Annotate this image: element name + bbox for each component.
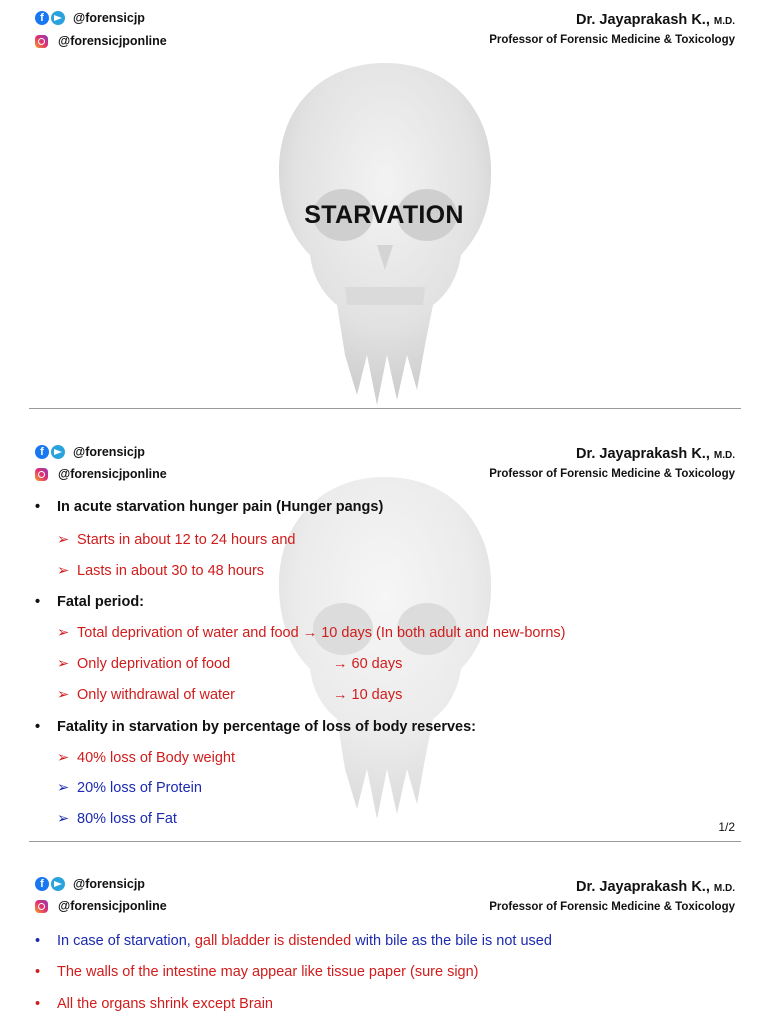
- instagram-handle: @forensicjponline: [58, 899, 167, 913]
- author-name: Dr. Jayaprakash K., M.D.: [576, 879, 735, 895]
- instagram-handle: @forensicjponline: [58, 467, 167, 481]
- social-handle: @forensicjp: [73, 445, 145, 459]
- instagram-handle-row: [35, 899, 167, 913]
- author-block: [489, 446, 735, 480]
- author-name: Dr. Jayaprakash K., M.D.: [576, 446, 735, 462]
- author-name: Dr. Jayaprakash K., M.D.: [576, 12, 735, 28]
- sub-item: ➢ Only withdrawal of water → 10 days: [57, 687, 403, 703]
- social-handle: @forensicjp: [73, 877, 145, 891]
- sub-item: ➢ Starts in about 12 to 24 hours and: [57, 532, 296, 548]
- author-title: Professor of Forensic Medicine & Toxicology: [489, 901, 735, 913]
- content-slide-2: [0, 842, 768, 1024]
- instagram-handle: @forensicjponline: [58, 34, 167, 48]
- bullet-intestine-walls: • The walls of the intestine may appear like tissue paper (sure sign): [35, 964, 479, 980]
- bullet-gall-bladder: • In case of starvation, gall bladder is distended with bile as the bile is not used: [35, 933, 552, 949]
- social-handle: @forensicjp: [73, 11, 145, 25]
- slide-header: [0, 0, 768, 60]
- skull-watermark-image: [265, 469, 505, 829]
- instagram-icon: [35, 468, 48, 481]
- facebook-icon: f: [35, 11, 49, 25]
- bullet-organs-shrink: • All the organs shrink except Brain: [35, 996, 273, 1012]
- instagram-icon: [35, 35, 48, 48]
- skull-watermark-image: [265, 55, 505, 408]
- slide-header: [0, 409, 768, 481]
- sub-item: ➢ 80% loss of Fat: [57, 811, 177, 827]
- sub-item: ➢ 20% loss of Protein: [57, 780, 202, 796]
- slide-header: [0, 842, 768, 913]
- social-handle-row: [35, 11, 145, 25]
- author-title: Professor of Forensic Medicine & Toxicology: [489, 468, 735, 480]
- sub-item: ➢ Total deprivation of water and food → 10 days (In both adult and new-borns): [57, 625, 566, 641]
- author-title: Professor of Forensic Medicine & Toxicology: [489, 34, 735, 46]
- bullet-hunger-pangs: • In acute starvation hunger pain (Hunger pangs): [35, 499, 384, 515]
- content-slide-1: [0, 409, 768, 841]
- sub-item: ➢ Lasts in about 30 to 48 hours: [57, 563, 265, 579]
- instagram-handle-row: [35, 34, 167, 48]
- bullet-fatality-percentage: • Fatality in starvation by percentage of loss of body reserves:: [35, 719, 477, 735]
- instagram-icon: [35, 900, 48, 913]
- telegram-icon: [51, 877, 65, 891]
- slide-title: STARVATION: [304, 201, 464, 229]
- page-number: 1/2: [718, 820, 735, 834]
- author-block: [489, 879, 735, 913]
- sub-item: ➢ Only deprivation of food → 60 days: [57, 656, 403, 672]
- telegram-icon: [51, 445, 65, 459]
- social-handle-row: [35, 877, 145, 891]
- sub-item: ➢ 40% loss of Body weight: [57, 750, 235, 766]
- author-block: [489, 12, 735, 46]
- title-slide: [0, 0, 768, 408]
- bullet-fatal-period: • Fatal period:: [35, 594, 145, 610]
- facebook-icon: f: [35, 877, 49, 891]
- telegram-icon: [51, 11, 65, 25]
- facebook-icon: f: [35, 445, 49, 459]
- social-handle-row: [35, 445, 145, 459]
- instagram-handle-row: [35, 467, 167, 481]
